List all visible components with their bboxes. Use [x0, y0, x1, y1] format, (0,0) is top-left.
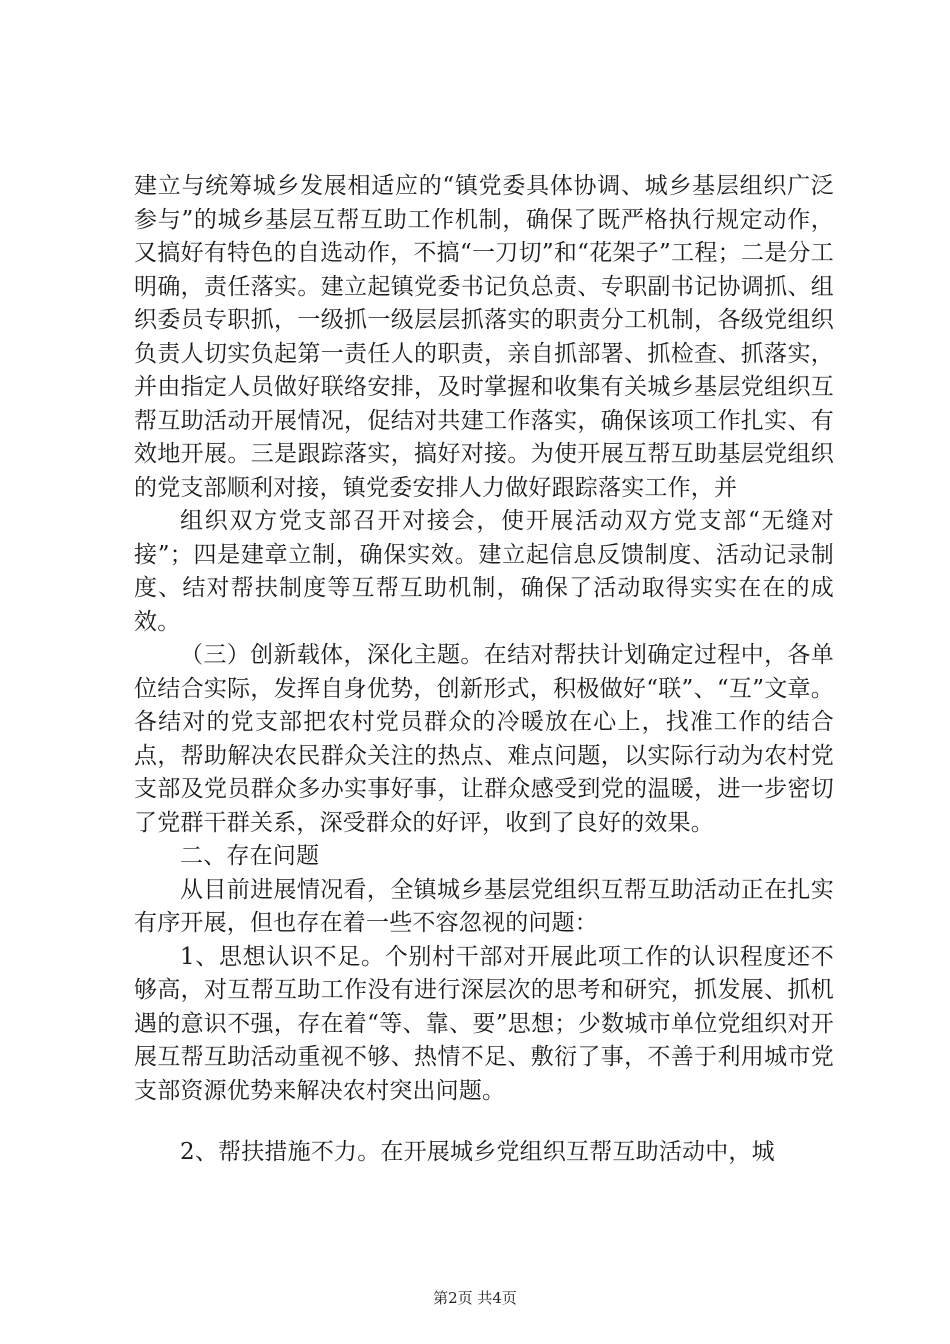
paragraph-section-three: （三）创新载体，深化主题。在结对帮扶计划确定过程中，各单位结合实际，发挥自身优势，创新形式，积极做好“联”、“互”文章。各结对的党支部把农村党员群众的冷暖放在心上，找准工作的结合点，帮助解决农民群众关注的热点、难点问题，以实际行动为农村党支部及党员群众多办实事好事，让群众感受到党的温暖，进一步密切了党群干群关系，深受群众的好评，收到了良好的效果。 [134, 642, 834, 836]
paragraph-docking: 组织双方党支部召开对接会，使开展活动双方党支部“无缝对接”；四是建章立制，确保实效。建立起信息反馈制度、活动记录制度、结对帮扶制度等互帮互助机制，确保了活动取得实实在在的成效。 [134, 508, 834, 635]
document-body [134, 170, 834, 1170]
page-number: 第2页 共4页 [433, 1289, 517, 1307]
paragraph-problem-one: 1、思想认识不足。个别村干部对开展此项工作的认识程度还不够高，对互帮互助工作没有进行深层次的思考和研究，抓发展、抓机遇的意识不强，存在着“等、靠、要”思想；少数城市单位党组织对开展互帮互助活动重视不够、热情不足、敷衍了事，不善于利用城市党支部资源优势来解决农村突出问题。 [134, 943, 834, 1104]
paragraph-continuation: 建立与统筹城乡发展相适应的“镇党委具体协调、城乡基层组织广泛参与”的城乡基层互帮互助工作机制，确保了既严格执行规定动作，又搞好有特色的自选动作，不搞“一刀切”和“花架子”工程；二是分工明确，责任落实。建立起镇党委书记负总责、专职副书记协调抓、组织委员专职抓，一级抓一级层层抓落实的职责分工机制，各级党组织负责人切实负起第一责任人的职责，亲自抓部署、抓检查、抓落实，并由指定人员做好联络安排，及时掌握和收集有关城乡基层党组织互帮互助活动开展情况，促结对共建工作落实，确保该项工作扎实、有效地开展。三是跟踪落实，搞好对接。为使开展互帮互助基层党组织的党支部顺利对接，镇党委安排人力做好跟踪落实工作，并 [134, 173, 834, 501]
paragraph-problem-two: 2、帮扶措施不力。在开展城乡党组织互帮互助活动中，城 [180, 1139, 775, 1165]
page-footer [0, 1287, 950, 1308]
section-heading-problems: 二、存在问题 [180, 843, 320, 869]
paragraph-progress: 从目前进展情况看，全镇城乡基层党组织互帮互助活动正在扎实有序开展，但也存在着一些不容忽视的问题： [134, 876, 834, 936]
